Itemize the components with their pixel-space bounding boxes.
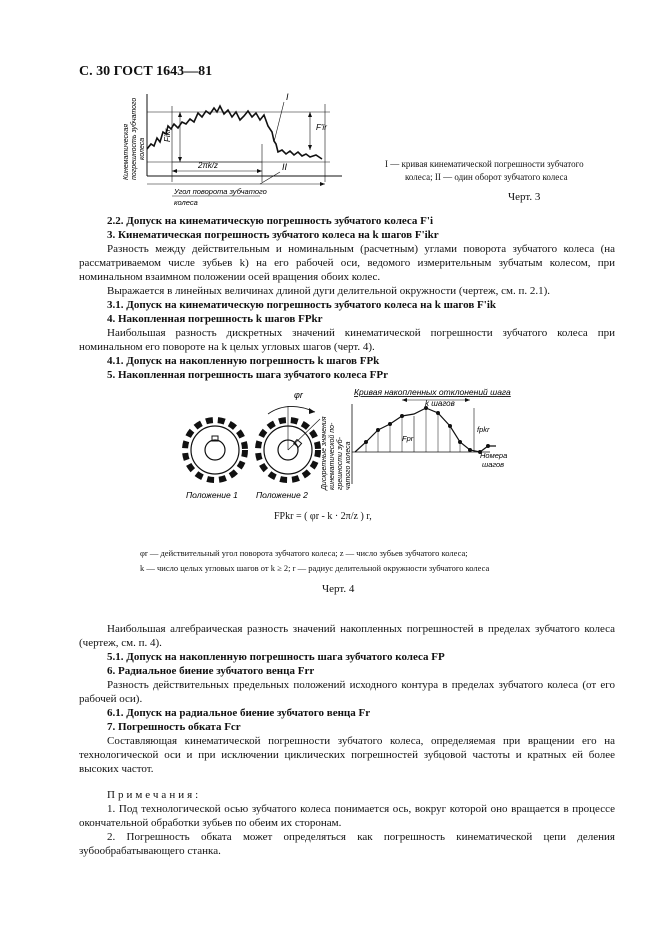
fig3-xlabel-2: колеса (174, 198, 198, 207)
figure-4-caption: Черт. 4 (322, 583, 355, 595)
heading-3: 3. Кинематическая погрешность зубчатого колеса на k шагов F'ikr (107, 229, 439, 241)
paragraph-4: Наибольшая разность дискретных значений кинематической погрешности зубчатого колеса при номинальном его повороте на k целых угловых шагов (черт. 4). (79, 327, 615, 353)
gear-position-1-icon (185, 420, 245, 480)
page-header: С. 30 ГОСТ 1643—81 (79, 64, 213, 79)
def-line-1: φr — действительный угол поворота зубчатого колеса; z — число зубьев зубчатого колеса; (140, 548, 468, 558)
figure-4-diagram (170, 386, 520, 504)
def-line-2: k — число целых угловых шагов от k ≥ 2; r — радиус делительной окружности зубчатого колеса (140, 563, 490, 573)
fig4-pos2: Положение 2 (256, 490, 308, 500)
fig3-ylabel-1: Кинематическая (123, 124, 130, 180)
fig3-label-II: II (282, 162, 288, 172)
paragraph-3b: Выражается в линейных величинах длиной дуги делительной окружности (чертеж, см. п. 2.1). (107, 285, 551, 297)
fig4-vlabel-3: грешности зуб- (337, 437, 344, 490)
paragraph-6: Разность действительных предельных положений исходного контура в пределах зубчатого колеса (от его рабочей оси). (79, 679, 615, 705)
fig4-curve-title: Кривая накопленных отклонений шага (354, 387, 511, 397)
figure-3-graph (120, 84, 365, 212)
fig3-ylabel-3: колеса (139, 137, 146, 160)
heading-2-2: 2.2. Допуск на кинематическую погрешность зубчатого колеса F'i (107, 215, 434, 227)
fig4-vlabel-4: чатого колеса (345, 441, 352, 490)
heading-7: 7. Погрешность обката Fcr (107, 721, 241, 733)
heading-6: 6. Радиальное биение зубчатого венца Frr (107, 665, 315, 677)
fig3-xlabel-1: Угол поворота зубчатого (174, 187, 267, 196)
heading-5-1: 5.1. Допуск на накопленную погрешность шага зубчатого колеса FP (107, 651, 445, 663)
fig3-label-2pik: 2πk/z (198, 161, 219, 170)
fig4-steps-1: Номера (480, 451, 508, 460)
heading-4-1: 4.1. Допуск на накопленную погрешность k шагов FPk (107, 355, 380, 367)
fig3-label-fir: F'ir (316, 123, 327, 132)
fig4-vlabel-1: Дискретные значения (321, 416, 328, 490)
fig3-label-I: I (286, 92, 289, 102)
fig4-k-steps: k шагов (425, 399, 455, 408)
fig4-vlabel-2: кинематической по- (329, 422, 336, 490)
fig4-pos1: Положение 1 (186, 490, 238, 500)
fig4-phi-label: φr (294, 390, 303, 400)
figure-3-legend: I — кривая кинематической погрешности зубчатого колеса; II — один оборот зубчатого колеса (385, 159, 584, 182)
figure-4-definitions (140, 546, 590, 576)
note-2: 2. Погрешность обката может определяться как погрешность кинематической цепи деления зубообрабатывающего станка. (79, 831, 615, 857)
note-1: 1. Под технологической осью зубчатого колеса понимается ось, вокруг которой оно вращается в процессе окончательной обработки зубьев по обеим их сторонам. (79, 803, 615, 829)
paragraph-5: Наибольшая алгебраическая разность значений накопленных погрешностей в пределах зубчатого колеса (чертеж, см. п. 4). (79, 623, 615, 649)
fig3-error-curve (147, 106, 322, 159)
section-1 (79, 214, 615, 382)
fig4-steps-2: шагов (482, 460, 505, 469)
heading-3-1: 3.1. Допуск на кинематическую погрешность зубчатого колеса на k шагов F'ik (107, 299, 497, 311)
fig4-fpr: Fpr (402, 434, 414, 443)
heading-4: 4. Накопленная погрешность k шагов FPkr (107, 313, 323, 325)
formula-fpkr: FPkr = ( φr - k · 2π/z ) r, (274, 511, 372, 522)
section-2 (79, 622, 615, 858)
figure-3-caption: Черт. 3 (508, 191, 541, 203)
heading-5: 5. Накопленная погрешность шага зубчатого колеса FPr (107, 369, 388, 381)
paragraph-3: Разность между действительным и номинальным (расчетным) углами поворота зубчатого колеса (на рассматриваемом числе зубьев k) на его рабочей оси, ведомого измерительным зубчатым колесом, при номинальном взаимном положении осей вращения обоих колес. (79, 243, 615, 283)
notes-title: Примечания: (107, 789, 202, 801)
fig4-fpkr: fpkr (477, 425, 490, 434)
heading-6-1: 6.1. Допуск на радиальное биение зубчатого венца Fr (107, 707, 371, 719)
paragraph-7: Составляющая кинематической погрешности зубчатого колеса, определяемая при вращении его на технологической оси и при исключении циклических погрешностей зубцовой частоты и кратных ей более высоких частот. (79, 735, 615, 775)
fig3-ylabel-2: погрешность зубчатого (131, 97, 138, 180)
fig3-label-fikr: Fikr (163, 128, 172, 142)
